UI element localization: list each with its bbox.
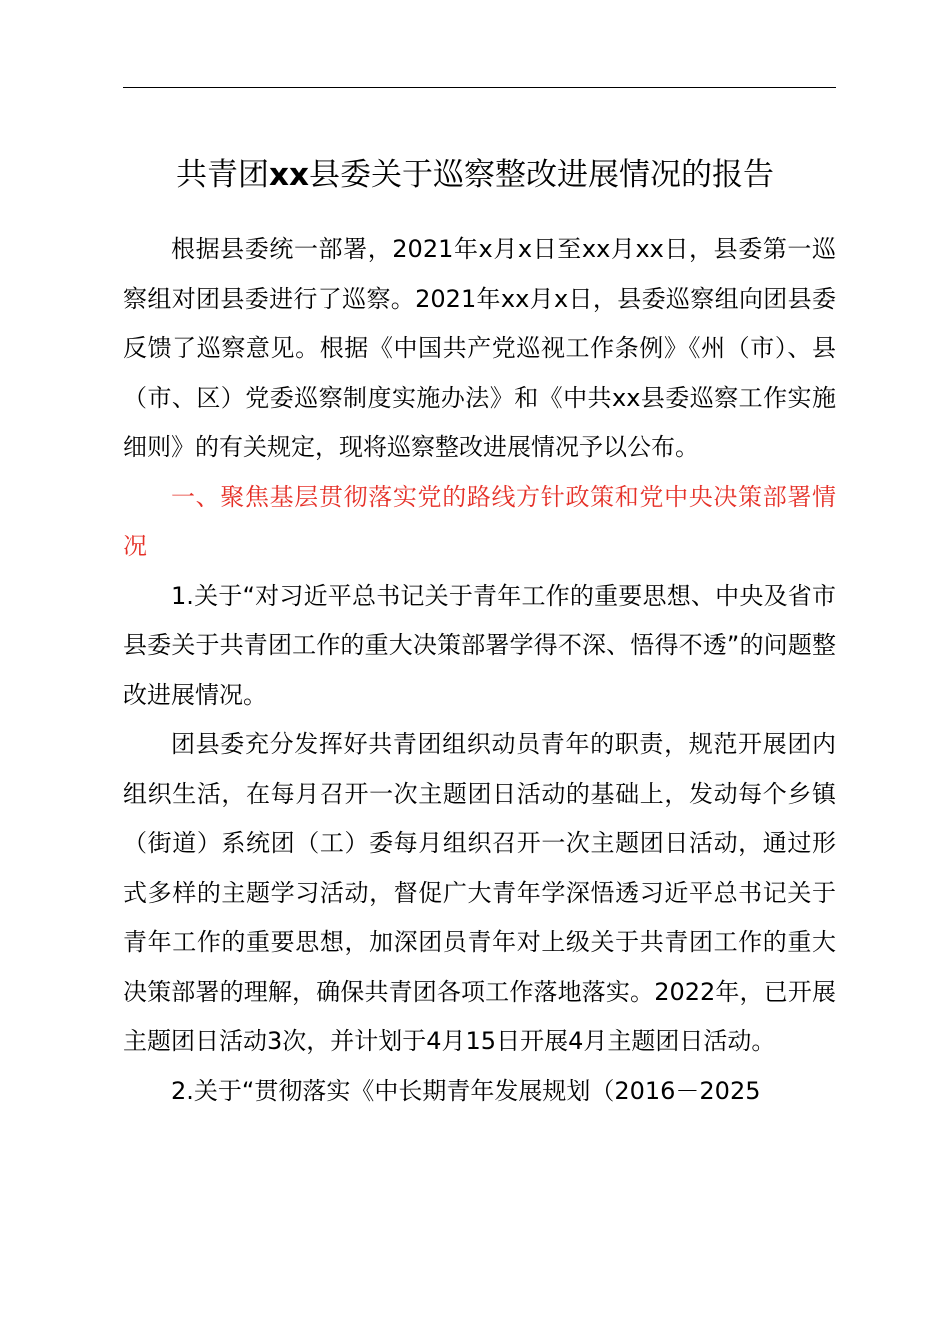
title-prefix: 共青团 [176, 157, 269, 193]
paragraph-intro: 根据县委统一部署，2021年x月x日至xx月xx日，县委第一巡察组对团县委进行了巡察。2021年xx月x日，县委巡察组向团县委反馈了巡察意见。根据《中国共产党巡视工作条例》《州（市）、县（市、区）党委巡察制度实施办法》和《中共xx县委巡察工作实施细则》的有关规定，现将巡察整改进展情况予以公布。 [123, 235, 836, 461]
paragraph-item-2: 2.关于“贯彻落实《中长期青年发展规划（2016－2025 [171, 1076, 761, 1105]
section-heading-1: 一、聚焦基层贯彻落实党的路线方针政策和党中央决策部署情况 [123, 482, 836, 560]
title-placeholder: xx [269, 157, 309, 193]
header-rule [123, 87, 836, 88]
paragraph-item-1-detail: 团县委充分发挥好共青团组织动员青年的职责，规范开展团内组织生活，在每月召开一次主题团日活动的基础上，发动每个乡镇（街道）系统团（工）委每月组织召开一次主题团日活动，通过形式多样的主题学习活动，督促广大青年学深悟透习近平总书记关于青年工作的重要思想，加深团员青年对上级关于共青团工作的重大决策部署的理解，确保共青团各项工作落地落实。2022年，已开展主题团日活动3次，并计划于4月15日开展4月主题团日活动。 [123, 730, 836, 1055]
paragraph-item-1: 1.关于“对习近平总书记关于青年工作的重要思想、中央及省市县委关于共青团工作的重大决策部署学得不深、悟得不透”的问题整改进展情况。 [123, 581, 836, 709]
document-title [100, 150, 850, 200]
title-suffix: 县委关于巡察整改进展情况的报告 [309, 157, 774, 193]
document-body [123, 225, 836, 1116]
